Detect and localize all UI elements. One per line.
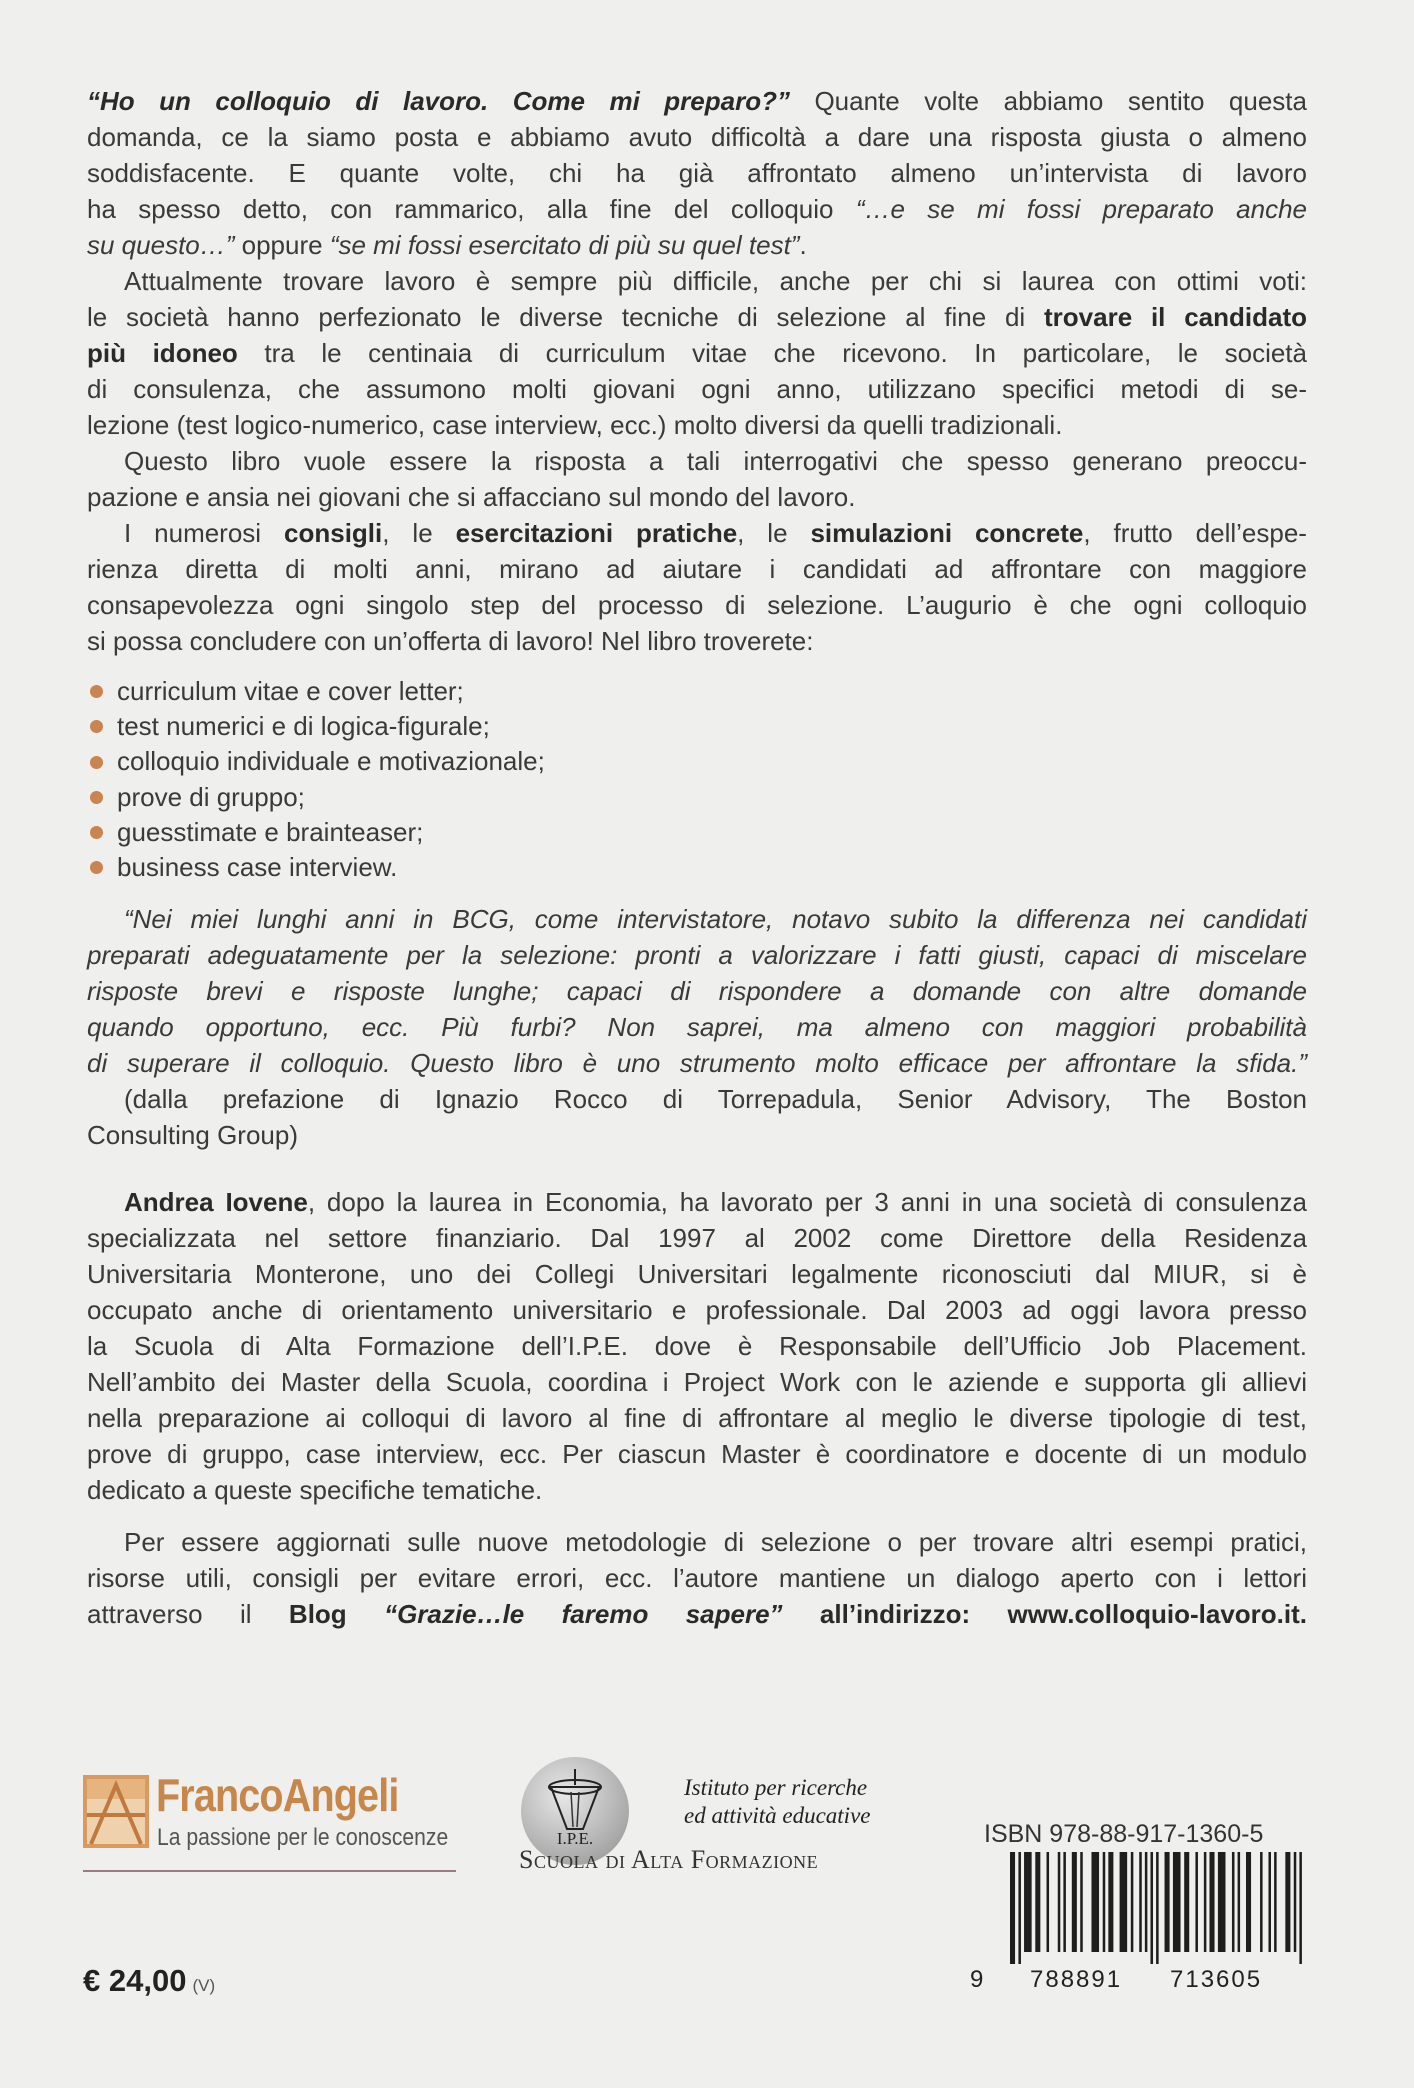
text-line: [87, 119, 1307, 155]
barcode-bar: [1018, 1852, 1021, 1964]
text-segment: , le: [737, 518, 811, 548]
text-segment: “Nei miei lunghi anni in BCG, come intervistatore, notavo subito la differenza nei candidati: [124, 904, 1307, 934]
text-segment: I numerosi: [124, 518, 285, 548]
francoangeli-logo-icon: [83, 1775, 149, 1848]
text-segment: soddisfacente. E quante volte, chi ha già affrontato almeno un’intervista di lavoro: [87, 158, 1307, 188]
barcode-bar: [1139, 1852, 1142, 1952]
list-item-text: colloquio individuale e motivazionale;: [117, 746, 545, 777]
text-line: [87, 1009, 1307, 1045]
text-line: [87, 901, 1307, 937]
divider: [83, 1870, 456, 1872]
list-item: [87, 744, 545, 779]
text-line: [87, 335, 1307, 371]
text-line: [87, 1400, 1307, 1436]
intro-paragraph: [87, 83, 1307, 263]
barcode-bar: [1103, 1852, 1106, 1952]
price: [83, 1963, 215, 1999]
text-line: [87, 155, 1307, 191]
barcode-bar: [1274, 1852, 1277, 1952]
text-line: [87, 973, 1307, 1009]
barcode-bar: [1294, 1852, 1297, 1952]
barcode: [1010, 1852, 1305, 1964]
list-item: [87, 815, 545, 850]
publisher-tagline: La passione per le conoscenze: [157, 1824, 449, 1851]
barcode-digits-left: 788891: [1030, 1966, 1123, 1993]
barcode-bar: [1120, 1852, 1128, 1952]
barcode-bar: [1218, 1852, 1226, 1952]
text-line: [87, 1220, 1307, 1256]
text-segment: occupato anche di orientamento universitario e professionale. Dal 2003 ad oggi lavora presso: [87, 1295, 1307, 1325]
barcode-bar: [1232, 1852, 1235, 1952]
text-segment: tra le centinaia di curriculum vitae che ricevono. In particolare, le società: [237, 338, 1307, 368]
text-line: [87, 479, 1307, 515]
bullet-dot-icon: [90, 791, 103, 804]
list-item-text: guesstimate e brainteaser;: [117, 816, 424, 847]
text-line: [87, 443, 1307, 479]
text-segment: di consulenza, che assumono molti giovani ogni anno, utilizzano specifici metodi di se-: [87, 374, 1307, 404]
text-segment: Blog: [288, 1599, 385, 1629]
price-amount: € 24,00: [83, 1963, 187, 1998]
barcode-bar: [1150, 1852, 1153, 1964]
text-line: [87, 515, 1307, 551]
list-item: [87, 780, 545, 815]
barcode-bar: [1209, 1852, 1214, 1952]
text-segment: all’indirizzo: www.colloquio-lavoro.it.: [782, 1599, 1308, 1629]
text-line: [87, 299, 1307, 335]
text-segment: Andrea Iovene: [124, 1187, 308, 1217]
text-segment: ha spesso detto, con rammarico, alla fine del colloquio: [87, 194, 856, 224]
text-segment: “Ho un colloquio di lavoro. Come mi preparo?”: [87, 86, 790, 116]
list-item: [87, 674, 545, 709]
publisher-name: FrancoAngeli: [156, 1769, 399, 1821]
bullet-dot-icon: [90, 720, 103, 733]
text-segment: “se mi fossi esercitato di più su quel test”: [329, 230, 800, 260]
text-segment: esercitazioni pratiche: [455, 518, 738, 548]
text-segment: Quante volte abbiamo sentito questa: [789, 86, 1307, 116]
barcode-bar: [1260, 1852, 1263, 1952]
text-line: [87, 1436, 1307, 1472]
barcode-bar: [1024, 1852, 1032, 1952]
text-segment: Universitaria Monterone, uno dei Collegi Universitari legalmente riconosciuti dal MIUR, si è: [87, 1259, 1307, 1289]
text-line: [87, 371, 1307, 407]
barcode-bar: [1285, 1852, 1290, 1952]
text-segment: attraverso il: [87, 1599, 289, 1629]
text-segment: Attualmente trovare lavoro è sempre più difficile, anche per chi si laurea con ottimi voti:: [124, 266, 1307, 296]
author-bio: [87, 1184, 1307, 1508]
text-segment: Consulting Group): [87, 1120, 298, 1150]
text-line: [87, 1596, 1307, 1632]
text-segment: “Grazie…le faremo sapere”: [384, 1599, 783, 1629]
text-segment: oppure: [234, 230, 330, 260]
text-line: [87, 1256, 1307, 1292]
text-segment: , le: [382, 518, 456, 548]
barcode-digits-right: 713605: [1170, 1966, 1263, 1993]
barcode-bar: [1080, 1852, 1083, 1952]
ipe-line-1: Istituto per ricerche: [684, 1775, 868, 1800]
text-segment: la Scuola di Alta Formazione dell’I.P.E. dove è Responsabile dell’Ufficio Job Placement.: [87, 1331, 1307, 1361]
text-segment: domanda, ce la siamo posta e abbiamo avuto difficoltà a dare una risposta giusta o almeno: [87, 122, 1307, 152]
ipe-logo-text: I.P.E.: [556, 1829, 594, 1848]
blog-paragraph: [87, 1524, 1307, 1632]
price-code: (V): [192, 1976, 216, 1995]
text-segment: consapevolezza ogni singolo step del processo di selezione. L’augurio è che ogni colloquio: [87, 590, 1307, 620]
barcode-bar: [1165, 1852, 1170, 1952]
text-line: [87, 1364, 1307, 1400]
barcode-bar: [1145, 1852, 1148, 1952]
barcode-digit-first: 9: [970, 1966, 986, 1993]
text-line: [87, 551, 1307, 587]
contents-list: [87, 674, 545, 885]
ipe-line-2: ed attività educative: [684, 1803, 871, 1828]
text-segment: su questo…”: [87, 230, 235, 260]
barcode-bar: [1246, 1852, 1251, 1952]
bullet-dot-icon: [90, 756, 103, 769]
text-segment: rienza diretta di molti anni, mirano ad aiutare i candidati ad affrontare con maggiore: [87, 554, 1307, 584]
barcode-bar: [1010, 1852, 1015, 1964]
market-paragraph: [87, 263, 1307, 443]
school-name: Scuola di Alta Formazione: [519, 1845, 819, 1874]
text-line: [87, 1328, 1307, 1364]
text-segment: Per essere aggiornati sulle nuove metodologie di selezione o per trovare altri esempi pratici,: [124, 1527, 1307, 1557]
text-line: [87, 623, 1307, 659]
text-segment: , frutto dell’espe-: [1083, 518, 1307, 548]
list-item-text: curriculum vitae e cover letter;: [117, 676, 464, 706]
text-line: [87, 1081, 1307, 1117]
text-segment: lezione (test logico-numerico, case interview, ecc.) molto diversi da quelli tradizionali.: [87, 410, 1063, 440]
text-line: [87, 1045, 1307, 1081]
barcode-bar: [1091, 1852, 1099, 1952]
text-segment: quando opportuno, ecc. Più furbi? Non saprei, ma almeno con maggiori probabilità: [87, 1012, 1307, 1042]
text-segment: trovare il candidato: [1044, 302, 1307, 332]
barcode-bar: [1184, 1852, 1189, 1952]
bullet-dot-icon: [90, 861, 103, 874]
barcode-bar: [1173, 1852, 1181, 1952]
purpose-paragraph: [87, 443, 1307, 515]
text-segment: di superare il colloquio. Questo libro è uno strumento molto efficace per affrontare la sfida.”: [87, 1048, 1307, 1078]
barcode-bar: [1156, 1852, 1159, 1964]
text-segment: “…e se mi fossi preparato anche: [855, 194, 1308, 224]
barcode-bar: [1195, 1852, 1198, 1952]
text-line: [87, 587, 1307, 623]
text-line: [87, 1117, 1307, 1153]
barcode-bar: [1299, 1852, 1302, 1964]
bullet-dot-icon: [90, 685, 103, 698]
text-segment: risorse utili, consigli per evitare errori, ecc. l’autore mantiene un dialogo aperto con i lettori: [87, 1563, 1307, 1593]
contents-paragraph: [87, 515, 1307, 659]
list-item-text: test numerici e di logica-figurale;: [117, 711, 490, 742]
bullet-dot-icon: [90, 826, 103, 839]
text-line: [87, 407, 1307, 443]
barcode-bar: [1063, 1852, 1066, 1952]
preface-quote: [87, 901, 1307, 1153]
text-segment: si possa concludere con un’offerta di lavoro! Nel libro troverete:: [87, 626, 814, 656]
list-item-text: prove di gruppo;: [117, 781, 305, 812]
text-segment: Questo libro vuole essere la risposta a tali interrogativi che spesso generano preoccu-: [124, 446, 1307, 476]
text-line: [87, 1292, 1307, 1328]
text-line: [87, 1472, 1307, 1508]
barcode-bar: [1204, 1852, 1207, 1952]
barcode-bar: [1058, 1852, 1061, 1952]
barcode-bar: [1268, 1852, 1271, 1952]
barcode-bar: [1047, 1852, 1050, 1952]
text-segment: specializzata nel settore finanziario. Dal 1997 al 2002 come Direttore della Residenza: [87, 1223, 1307, 1253]
text-segment: .: [799, 230, 807, 260]
text-segment: più idoneo: [87, 338, 238, 368]
text-line: [87, 83, 1307, 119]
list-item: [87, 709, 545, 744]
text-segment: Nell’ambito dei Master della Scuola, coordina i Project Work con le aziende e supporta gli allievi: [87, 1367, 1307, 1397]
text-segment: simulazioni concrete: [810, 518, 1084, 548]
text-line: [87, 1184, 1307, 1220]
text-line: [87, 937, 1307, 973]
text-segment: dedicato a queste specifiche tematiche.: [87, 1475, 543, 1505]
text-line: [87, 191, 1307, 227]
barcode-bar: [1108, 1852, 1113, 1952]
list-item-text: business case interview.: [117, 852, 398, 883]
text-segment: (dalla prefazione di Ignazio Rocco di Torrepadula, Senior Advisory, The Boston: [124, 1084, 1307, 1114]
barcode-bar: [1035, 1852, 1040, 1952]
text-segment: pazione e ansia nei giovani che si affacciano sul mondo del lavoro.: [87, 482, 856, 512]
text-segment: consigli: [284, 518, 383, 548]
barcode-bar: [1131, 1852, 1134, 1952]
barcode-bar: [1072, 1852, 1077, 1952]
isbn-label: ISBN 978-88-917-1360-5: [984, 1820, 1264, 1848]
text-line: [87, 227, 1307, 263]
text-segment: le società hanno perfezionato le diverse tecniche di selezione al fine di: [87, 302, 1044, 332]
text-line: [87, 263, 1307, 299]
barcode-bar: [1238, 1852, 1241, 1952]
text-segment: preparati adeguatamente per la selezione: pronti a valorizzare i fatti giusti, capaci di miscelare: [87, 940, 1307, 970]
text-line: [87, 1560, 1307, 1596]
text-segment: risposte brevi e risposte lunghe; capaci di rispondere a domande con altre domande: [87, 976, 1307, 1006]
text-segment: , dopo la laurea in Economia, ha lavorato per 3 anni in una società di consulenza: [307, 1187, 1307, 1217]
text-segment: prove di gruppo, case interview, ecc. Per ciascun Master è coordinatore e docente di un modulo: [87, 1439, 1307, 1469]
text-line: [87, 1524, 1307, 1560]
list-item: [87, 850, 545, 885]
text-segment: nella preparazione ai colloqui di lavoro al fine di affrontare al meglio le diverse tipologie di test,: [87, 1403, 1307, 1433]
